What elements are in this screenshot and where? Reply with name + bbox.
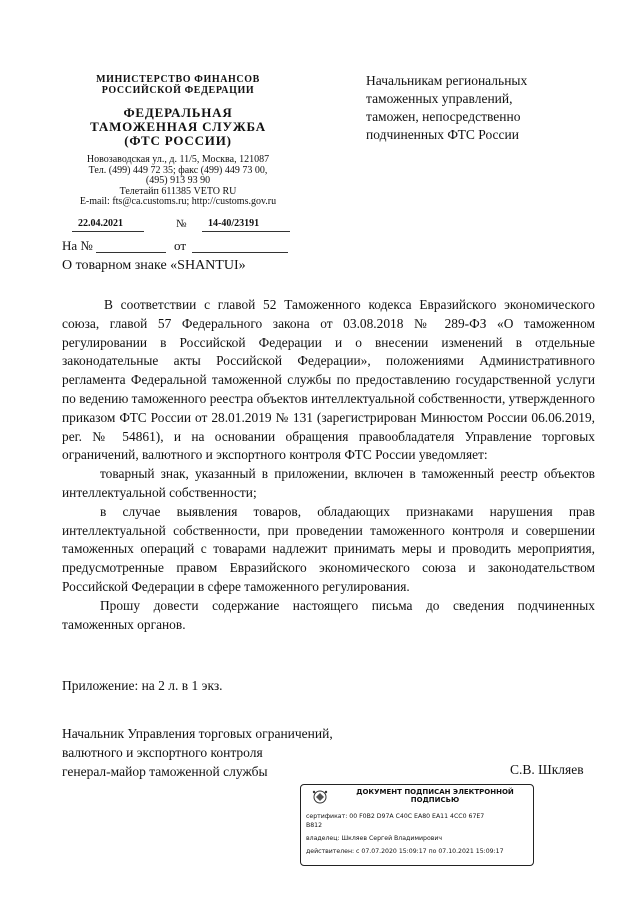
stamp-certificate-2: B812 <box>306 822 323 829</box>
signer-position-line-1: Начальник Управления торговых ограничений, <box>62 726 333 741</box>
stamp-title-line-2: ПОДПИСЬЮ <box>410 796 460 804</box>
body-paragraph-1: В соответствии с главой 52 Таможенного кодекса Евразийского экономического союза, главой 57 Федерального закона от 03.08.2018 № 289-ФЗ «О таможенном регулировании в Российской Федерации и о внесении изменений в отдельные законодательные акты Российской Федерации», положениями Административного регламента Федеральной таможенной службы по предоставлению государственной услуги по ведению таможенного реестра объектов интеллектуальной собственности, утвержденного приказом ФТС России от 28.01.2019 № 131 (зарегистрирован Минюстом России 06.06.2019, рег. № 54861), и на основании обращения правообладателя Управление торговых ограничений, валютного и экспортного контроля ФТС России уведомляет: <box>62 297 595 463</box>
service-line-1: ФЕДЕРАЛЬНАЯ <box>123 105 233 120</box>
reference-line <box>62 238 292 254</box>
ministry-line-2: РОССИЙСКОЙ ФЕДЕРАЦИИ <box>101 85 255 96</box>
registration-line <box>78 218 298 234</box>
stamp-title-line-1: ДОКУМЕНТ ПОДПИСАН ЭЛЕКТРОННОЙ <box>356 788 514 796</box>
address-line-2: Тел. (499) 449 72 35; факс (499) 449 73 00, <box>88 164 268 176</box>
address-line-5: E-mail: fts@ca.customs.ru; http://customs.gov.ru <box>79 196 277 207</box>
body-paragraph-2: товарный знак, указанный в приложении, включен в таможенный реестр объектов интеллектуальной собственности; <box>62 466 595 500</box>
electronic-signature-stamp <box>300 784 534 866</box>
emblem-icon <box>311 789 329 805</box>
reference-number-underline <box>96 252 166 253</box>
stamp-validity: действителен: с 07.07.2020 15:09:17 по 07.10.2021 15:09:17 <box>306 848 504 855</box>
ministry-name <box>58 74 298 96</box>
recipient-line-4: подчиненных ФТС России <box>366 127 519 142</box>
letter-body <box>62 296 595 634</box>
service-line-2: ТАМОЖЕННАЯ СЛУЖБА <box>90 119 266 134</box>
reg-date: 22.04.2021 <box>78 218 123 229</box>
reference-date-underline <box>192 252 288 253</box>
recipient-line-2: таможенных управлений, <box>366 91 513 106</box>
reg-number-underline <box>202 231 290 232</box>
stamp-title <box>345 788 525 804</box>
signer-position-line-3: генерал-майор таможенной службы <box>62 764 268 779</box>
service-line-3: (ФТС РОССИИ) <box>124 133 232 148</box>
address-line-1: Новозаводская ул., д. 11/5, Москва, 121087 <box>86 154 270 165</box>
reg-date-underline <box>72 231 144 232</box>
stamp-certificate: сертификат: 00 F0B2 D97A C40C EA80 EA11 4CC0 67E7 <box>306 813 485 820</box>
signer-position <box>62 724 333 781</box>
address-line-3: (495) 913 93 90 <box>145 175 211 186</box>
body-paragraph-3: в случае выявления товаров, обладающих признаками нарушения прав интеллектуальной собственности, при проведении таможенного контроля и совершении таможенных операций с товарами надлежит принимать меры и проводить мероприятия, предусмотренные правом Евразийского экономического союза и законодательством Российской Федерации в сфере таможенного регулирования. <box>62 503 595 594</box>
recipient-line-3: таможен, непосредственно <box>366 109 521 124</box>
signer-name: С.В. Шкляев <box>510 762 584 777</box>
stamp-owner: владелец: Шкляев Сергей Владимирович <box>306 835 443 842</box>
address-line-4: Телетайп 611385 VETO RU <box>119 185 237 197</box>
letter-subject: О товарном знаке «SHANTUI» <box>62 258 246 273</box>
signer-position-line-2: валютного и экспортного контроля <box>62 745 263 760</box>
ministry-line-1: МИНИСТЕРСТВО ФИНАНСОВ <box>96 74 260 85</box>
recipient-line-1: Начальникам региональных <box>366 73 528 88</box>
reference-from-label: от <box>174 238 187 253</box>
recipient-block <box>366 72 596 144</box>
address-block <box>58 155 298 208</box>
attachment-note: Приложение: на 2 л. в 1 экз. <box>62 678 223 693</box>
reference-on-label: На № <box>62 238 93 253</box>
reg-number: 14-40/23191 <box>208 218 260 229</box>
service-name <box>58 106 298 148</box>
reg-number-sign: № <box>176 218 187 230</box>
body-paragraph-4: Прошу довести содержание настоящего письма до сведения подчиненных таможенных органов. <box>62 597 595 632</box>
